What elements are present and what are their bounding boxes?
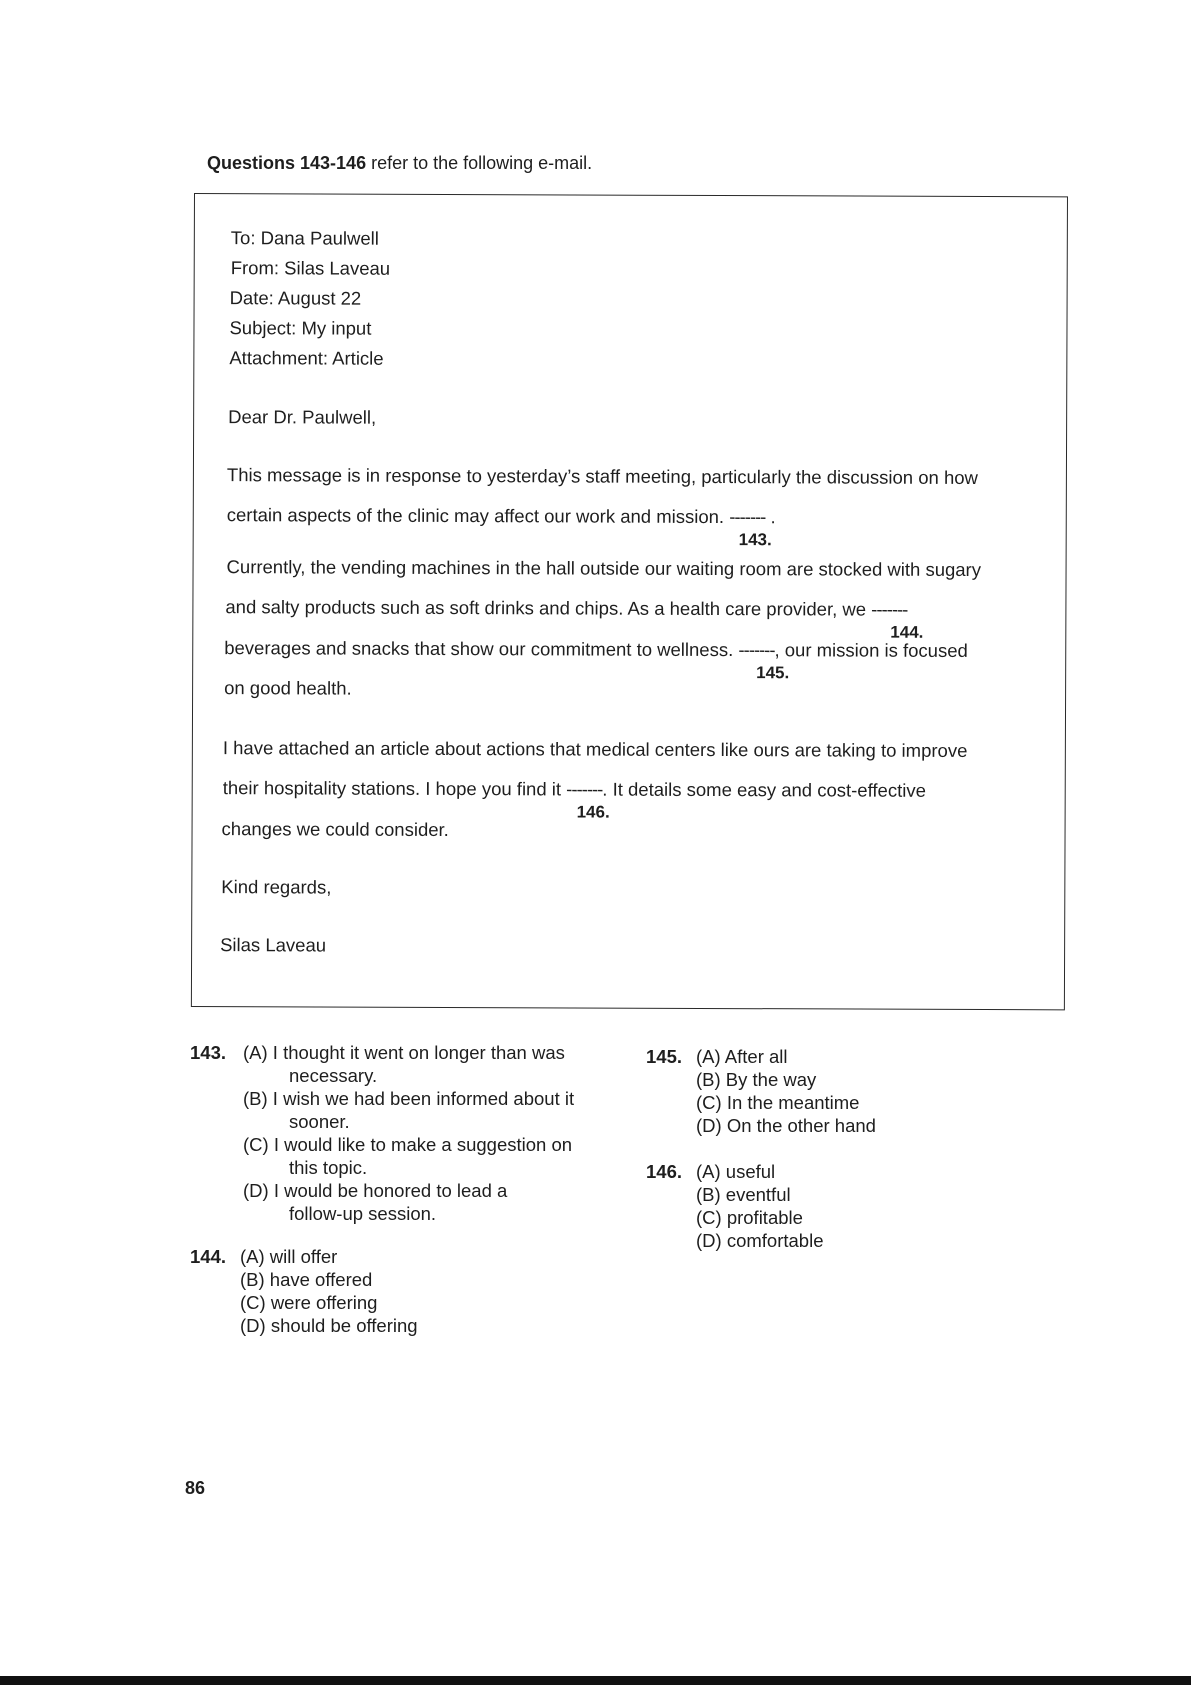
blank-number-143: 143. [738, 530, 772, 550]
option-d-continued: follow-up session. [289, 1203, 437, 1224]
option-a-continued: necessary. [289, 1065, 378, 1086]
option-d[interactable]: (D) comfortable [696, 1230, 824, 1251]
option-c[interactable]: (C) profitable [696, 1207, 803, 1228]
scan-bottom-edge [0, 1676, 1191, 1685]
email-box [191, 193, 1068, 1010]
email-paragraph-3-line-3: changes we could consider. [221, 818, 449, 840]
email-paragraph-3-line-2: their hospitality stations. I hope you find it -------. It details some easy and cost-effective [222, 777, 926, 801]
option-a[interactable]: (A) will offer [240, 1246, 338, 1267]
option-b[interactable]: (B) By the way [696, 1069, 817, 1090]
email-subject: Subject: My input [229, 317, 372, 339]
email-closing: Kind regards, [221, 876, 332, 898]
blank-number-144: 144. [890, 622, 924, 642]
question-number: 143. [190, 1042, 227, 1063]
intro-text: refer to the following e-mail. [366, 153, 593, 173]
blank-number-145: 145. [756, 663, 790, 683]
blank-144: ------- [871, 598, 908, 620]
option-c-continued: this topic. [289, 1157, 368, 1178]
option-b[interactable]: (B) have offered [240, 1269, 373, 1290]
option-c[interactable]: (C) In the meantime [696, 1092, 860, 1113]
email-date: Date: August 22 [229, 287, 362, 309]
question-range: Questions 143-146 [207, 153, 367, 173]
email-paragraph-3-line-1: I have attached an article about actions that medical centers like ours are taking to improve [222, 737, 968, 761]
option-d[interactable]: (D) On the other hand [696, 1115, 876, 1136]
option-c[interactable]: (C) were offering [240, 1292, 378, 1313]
option-b-continued: sooner. [289, 1111, 350, 1132]
question-number: 146. [646, 1161, 683, 1182]
option-c[interactable]: (C) I would like to make a suggestion on [243, 1134, 573, 1155]
option-d[interactable]: (D) I would be honored to lead a [243, 1180, 508, 1201]
blank-146: ------- [566, 778, 603, 800]
option-d[interactable]: (D) should be offering [240, 1315, 418, 1336]
blank-number-146: 146. [576, 802, 610, 822]
option-a[interactable]: (A) useful [696, 1161, 776, 1182]
option-b[interactable]: (B) I wish we had been informed about it [243, 1088, 575, 1109]
email-paragraph-1-line-2: certain aspects of the clinic may affect our work and mission. ------- . [226, 504, 776, 528]
email-to: To: Dana Paulwell [230, 227, 379, 249]
email-attachment: Attachment: Article [229, 347, 384, 369]
email-paragraph-2-line-3: beverages and snacks that show our commitment to wellness. -------, our mission is focused [224, 637, 968, 661]
email-signature: Silas Laveau [220, 934, 327, 956]
option-a[interactable]: (A) After all [696, 1046, 788, 1067]
blank-143: ------- [729, 506, 766, 528]
option-a[interactable]: (A) I thought it went on longer than was [243, 1042, 565, 1063]
email-paragraph-2-line-4: on good health. [224, 677, 352, 699]
email-greeting: Dear Dr. Paulwell, [228, 406, 377, 428]
option-b[interactable]: (B) eventful [696, 1184, 791, 1205]
blank-145: ------- [738, 639, 775, 661]
question-number: 145. [646, 1046, 683, 1067]
section-intro [207, 153, 592, 174]
email-from: From: Silas Laveau [230, 257, 391, 279]
email-paragraph-2-line-2: and salty products such as soft drinks and chips. As a health care provider, we ------- [225, 596, 908, 620]
email-paragraph-2-line-1: Currently, the vending machines in the hall outside our waiting room are stocked with sugary [226, 556, 982, 581]
email-paragraph-1-line-1: This message is in response to yesterday’s staff meeting, particularly the discussion on how [226, 464, 978, 489]
question-number: 144. [190, 1246, 227, 1267]
page-number: 86 [185, 1478, 206, 1498]
